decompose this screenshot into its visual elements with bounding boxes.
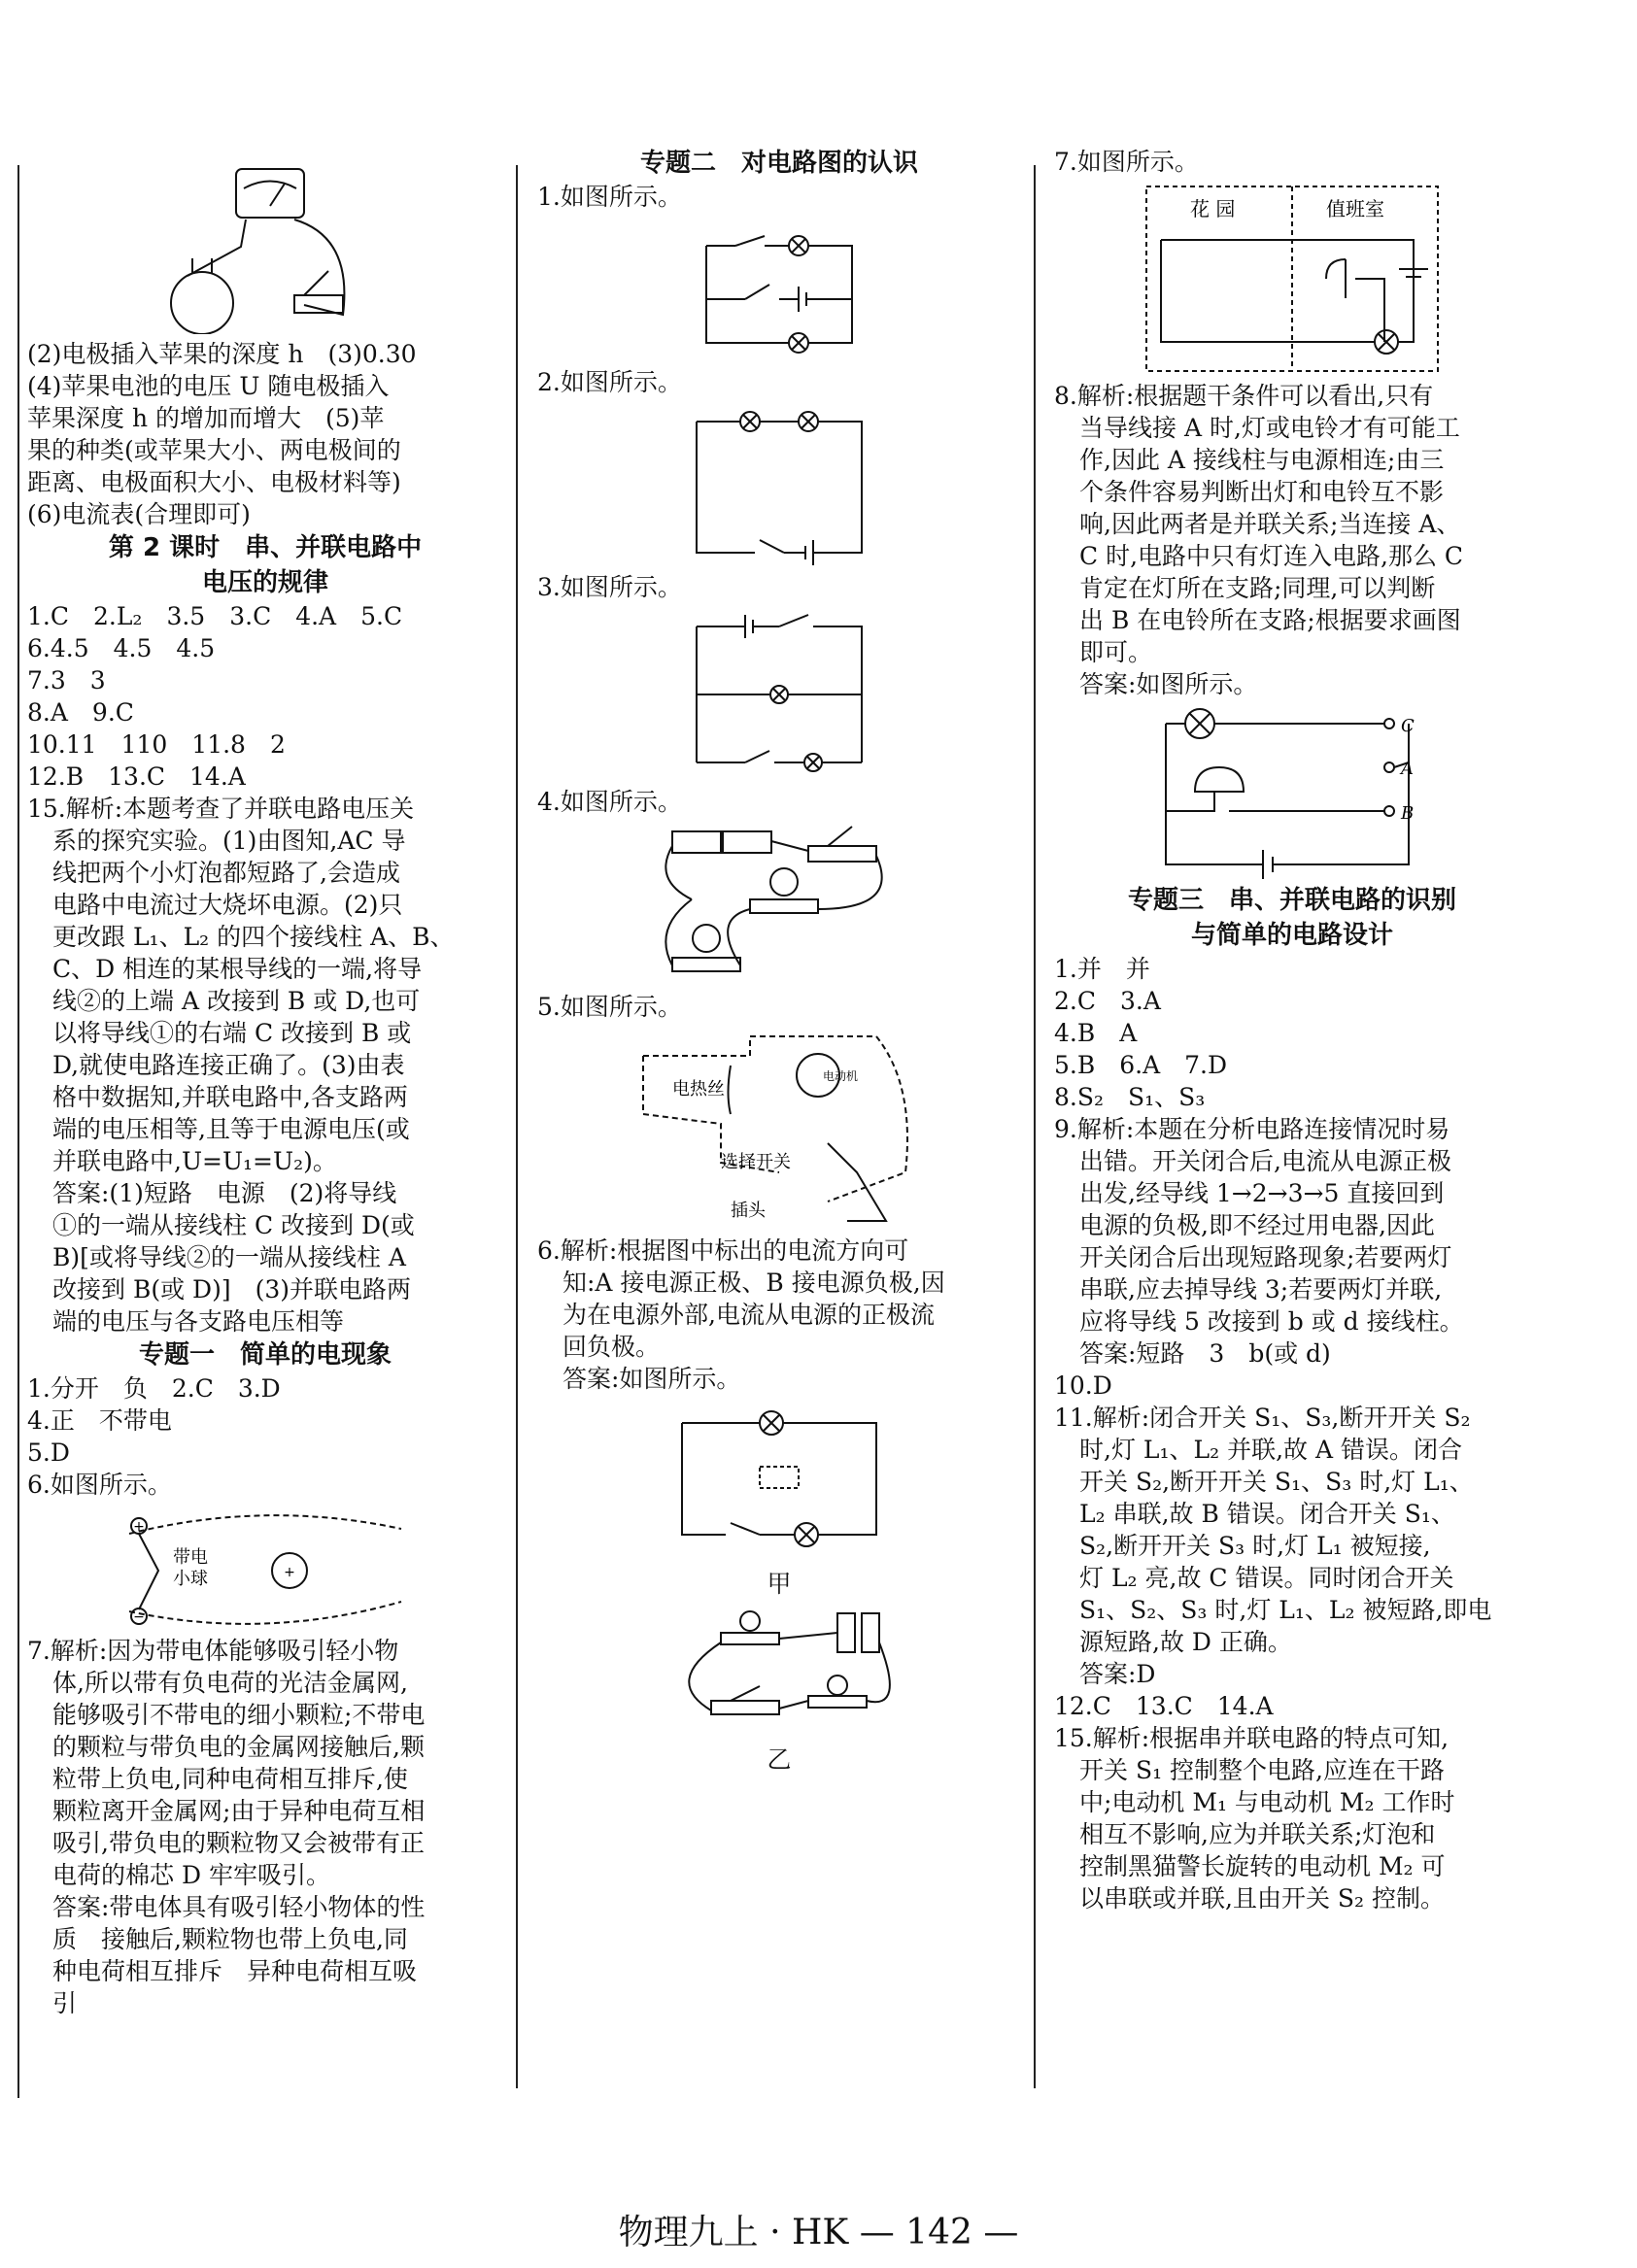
q8-line: 8.解析:根据题干条件可以看出,只有	[1054, 382, 1434, 410]
topic3-title-cont: 与简单的电路设计	[1190, 921, 1393, 950]
fig-label: 值班室	[1326, 197, 1384, 220]
garden-duty-room-figure	[1142, 182, 1443, 376]
q15-line: 15.解析:根据串并联电路的特点可知,	[1054, 1724, 1449, 1752]
q8-line: 肯定在灯所在支路;同理,可以判断	[1079, 574, 1436, 602]
answer-line: 2.C 3.A	[1054, 987, 1161, 1015]
answer-line: 5.B 6.A 7.D	[1054, 1051, 1228, 1079]
answer-line: 1.C 2.L₂ 3.5 3.C 4.A 5.C	[27, 602, 403, 630]
q7-line: 颗粒离开金属网;由于异种电荷互相	[52, 1797, 426, 1825]
q8-line: 作,因此 A 接线柱与电源相连;由三	[1079, 446, 1445, 474]
q7-answer-line: 质 接触后,颗粒物也带上负电,同	[52, 1925, 408, 1953]
q11-line: 源短路,故 D 正确。	[1079, 1628, 1292, 1656]
fig-label: 电动机	[823, 1069, 859, 1083]
q11-line: S₁、S₂、S₃ 时,灯 L₁、L₂ 被短路,即电	[1079, 1596, 1492, 1624]
answer-line: 4.正 不带电	[27, 1406, 172, 1435]
q8-line: 个条件容易判断出灯和电铃互不影	[1079, 478, 1445, 506]
topic1-title: 专题一 简单的电现象	[138, 1340, 392, 1370]
q15-answer-line: 改接到 B(或 D)] (3)并联电路两	[52, 1275, 411, 1303]
q9-line: 9.解析:本题在分析电路连接情况时易	[1054, 1115, 1450, 1143]
column-divider-2	[1034, 165, 1036, 2088]
page-footer: 物理九上 · HK — 142 —	[618, 2213, 1019, 2252]
circuit-jia-figure	[663, 1399, 896, 1564]
fig-caption: 甲	[767, 1570, 792, 1598]
fig-label: 选择开关	[721, 1152, 791, 1172]
q15-line: 开关 S₁ 控制整个电路,应连在干路	[1079, 1756, 1445, 1784]
q9-answer: 答案:短路 3 b(或 d)	[1079, 1339, 1331, 1368]
q15-line: 中;电动机 M₁ 与电动机 M₂ 工作时	[1079, 1788, 1455, 1816]
q15-line: 端的电压相等,且等于电源电压(或	[52, 1115, 410, 1143]
topic2-title: 专题二 对电路图的认识	[639, 149, 918, 178]
answer-line: 8.S₂ S₁、S₃	[1054, 1083, 1206, 1111]
answer-line: 7.3 3	[27, 666, 106, 694]
q9-line: 应将导线 5 改接到 b 或 d 接线柱。	[1079, 1307, 1464, 1336]
plus-sign: +	[133, 1519, 145, 1535]
q11-line: L₂ 串联,故 B 错误。闭合开关 S₁、	[1079, 1500, 1455, 1528]
answer-line: 6.如图所示。	[27, 1471, 172, 1499]
answer-line: 1.并 并	[1054, 955, 1150, 983]
q9-line: 出错。开关闭合后,电流从电源正极	[1079, 1147, 1451, 1175]
q8-line: 响,因此两者是并联关系;当连接 A、	[1079, 510, 1461, 538]
q15-line: C、D 相连的某根导线的一端,将导	[52, 955, 423, 983]
answer-line: 12.B 13.C 14.A	[27, 762, 246, 791]
q7-answer-line: 答案:带电体具有吸引轻小物体的性	[52, 1893, 426, 1921]
q7-line: 粒带上负电,同种电荷相互排斥,使	[52, 1765, 408, 1793]
answer-line: 8.A 9.C	[27, 698, 134, 727]
q15-line: 相互不影响,应为并联关系;灯泡和	[1079, 1820, 1436, 1848]
q8-line: 出 B 在电铃所在支路;根据要求画图	[1079, 606, 1461, 634]
q9-line: 串联,应去掉导线 3;若要两灯并联,	[1079, 1275, 1443, 1303]
q7-line: 7.解析:因为带电体能够吸引轻小物	[27, 1637, 399, 1665]
question-line: 1.如图所示。	[537, 183, 682, 211]
physical-circuit-figure-4	[653, 822, 905, 987]
q8-line: 当导线接 A 时,灯或电铃才有可能工	[1079, 414, 1460, 442]
q15-line: D,就使电路连接正确了。(3)由表	[52, 1051, 405, 1079]
q15-answer-line: 端的电压与各支路电压相等	[52, 1307, 345, 1336]
circuit-figure-3	[687, 607, 871, 782]
text-line: 苹果深度 h 的增加而增大 (5)苹	[27, 404, 385, 432]
q15-line: 以串联或并联,且由开关 S₂ 控制。	[1079, 1884, 1445, 1913]
q6-answer: 答案:如图所示。	[563, 1365, 741, 1393]
answer-line: 10.D	[1054, 1371, 1112, 1400]
lesson-title: 第 2 课时 串、并联电路中	[108, 533, 423, 562]
answer-line: 5.D	[27, 1439, 70, 1467]
text-line: 果的种类(或苹果大小、两电极间的	[27, 436, 401, 464]
column-1	[27, 146, 503, 2019]
q6-line: 6.解析:根据图中标出的电流方向可	[537, 1236, 909, 1265]
q11-line: 灯 L₂ 亮,故 C 错误。同时闭合开关	[1079, 1564, 1454, 1592]
q15-line: 电路中电流过大烧坏电源。(2)只	[52, 891, 403, 919]
text-line: (6)电流表(合理即可)	[27, 500, 251, 528]
q9-line: 电源的负极,即不经过用电器,因此	[1079, 1211, 1435, 1239]
answer-line: 1.分开 负 2.C 3.D	[27, 1374, 281, 1403]
q7-line: 电荷的棉芯 D 牢牢吸引。	[52, 1861, 330, 1889]
answer-line: 6.4.5 4.5 4.5	[27, 634, 216, 662]
q8-answer: 答案:如图所示。	[1079, 670, 1258, 698]
question-line: 7.如图所示。	[1054, 148, 1199, 176]
q11-line: 时,灯 L₁、L₂ 并联,故 A 错误。闭合	[1079, 1436, 1462, 1464]
q15-line: 线把两个小灯泡都短路了,会造成	[52, 859, 400, 887]
q7-line: 体,所以带有负电荷的光洁金属网,	[52, 1669, 408, 1697]
q15-line: 更改跟 L₁、L₂ 的四个接线柱 A、B、	[52, 923, 455, 951]
q9-line: 开关闭合后出现短路现象;若要两灯	[1079, 1243, 1452, 1271]
circuit-figure-1	[697, 217, 862, 362]
answer-line: 10.11 110 11.8 2	[27, 730, 286, 759]
charged-ball-figure	[119, 1505, 411, 1631]
text-line: (2)电极插入苹果的深度 h (3)0.30	[27, 340, 417, 368]
column-divider-1	[516, 165, 518, 2088]
fig-label: 带电	[173, 1547, 208, 1568]
fig-label: 小球	[173, 1569, 208, 1589]
column-divider-left	[17, 165, 19, 2098]
fig-label: 花 园	[1190, 197, 1236, 220]
q6-line: 知:A 接电源正极、B 接电源负极,因	[563, 1269, 945, 1297]
fig-caption: 乙	[767, 1745, 792, 1774]
physical-circuit-yi-figure	[653, 1604, 905, 1740]
answer-line: 12.C 13.C 14.A	[1054, 1692, 1274, 1720]
q11-line: S₂,断开开关 S₃ 时,灯 L₁ 被短接,	[1079, 1532, 1431, 1560]
q11-answer: 答案:D	[1079, 1660, 1156, 1688]
q15-line: 系的探究实验。(1)由图知,AC 导	[52, 827, 406, 855]
q7-line: 吸引,带负电的颗粒物又会被带有正	[52, 1829, 425, 1857]
lesson-title-cont: 电压的规律	[201, 568, 328, 597]
text-line: (4)苹果电池的电压 U 随电极插入	[27, 372, 390, 400]
q15-line: 格中数据知,并联电路中,各支路两	[52, 1083, 408, 1111]
q15-line: 控制黑猫警长旋转的电动机 M₂ 可	[1079, 1852, 1446, 1880]
minus-sign: −	[133, 1609, 145, 1625]
q8-line: C 时,电路中只有灯连入电路,那么 C	[1079, 542, 1464, 570]
topic3-title: 专题三 串、并联电路的识别	[1127, 886, 1456, 915]
question-line: 5.如图所示。	[537, 993, 682, 1021]
plus-sign: +	[284, 1565, 295, 1580]
apple-battery-figure	[149, 150, 382, 334]
hair-dryer-figure	[633, 1027, 925, 1231]
q15-line: 并联电路中,U=U₁=U₂)。	[52, 1147, 337, 1175]
q7-line: 的颗粒与带负电的金属网接触后,颗	[52, 1733, 425, 1761]
q7-answer-line: 引	[52, 1989, 78, 2017]
q8-line: 即可。	[1079, 638, 1153, 666]
svg-text:B: B	[1401, 803, 1415, 824]
q6-line: 为在电源外部,电流从电源的正极流	[563, 1301, 935, 1329]
fig-label: 插头	[731, 1201, 766, 1221]
q11-line: 开关 S₂,断开开关 S₁、S₃ 时,灯 L₁、	[1079, 1468, 1474, 1496]
q7-answer-line: 种电荷相互排斥 异种电荷相互吸	[52, 1957, 418, 1985]
q11-line: 11.解析:闭合开关 S₁、S₃,断开开关 S₂	[1054, 1404, 1471, 1432]
q15-line: 以将导线①的右端 C 改接到 B 或	[52, 1019, 412, 1047]
q15-line: 15.解析:本题考查了并联电路电压关	[27, 795, 415, 823]
q15-answer-line: 答案:(1)短路 电源 (2)将导线	[52, 1179, 397, 1207]
q15-answer-line: B)[或将导线②的一端从接线柱 A	[52, 1243, 406, 1271]
q6-line: 回负极。	[563, 1333, 661, 1361]
svg-text:C: C	[1401, 716, 1415, 736]
question-line: 2.如图所示。	[537, 368, 682, 396]
bell-lamp-circuit-figure	[1146, 704, 1438, 879]
q15-answer-line: ①的一端从接线柱 C 改接到 D(或	[52, 1211, 415, 1239]
column-3	[1054, 146, 1530, 1914]
q7-line: 能够吸引不带电的细小颗粒;不带电	[52, 1701, 426, 1729]
svg-text:A: A	[1401, 759, 1414, 779]
column-2	[537, 146, 1021, 1776]
question-line: 4.如图所示。	[537, 788, 682, 816]
q15-line: 线②的上端 A 改接到 B 或 D,也可	[52, 987, 421, 1015]
question-line: 3.如图所示。	[537, 573, 682, 601]
answer-line: 4.B A	[1054, 1019, 1138, 1047]
text-line: 距离、电极面积大小、电极材料等)	[27, 468, 401, 496]
q9-line: 出发,经导线 1→2→3→5 直接回到	[1079, 1179, 1445, 1207]
circuit-figure-2	[687, 402, 871, 567]
fig-label: 电热丝	[672, 1079, 725, 1100]
